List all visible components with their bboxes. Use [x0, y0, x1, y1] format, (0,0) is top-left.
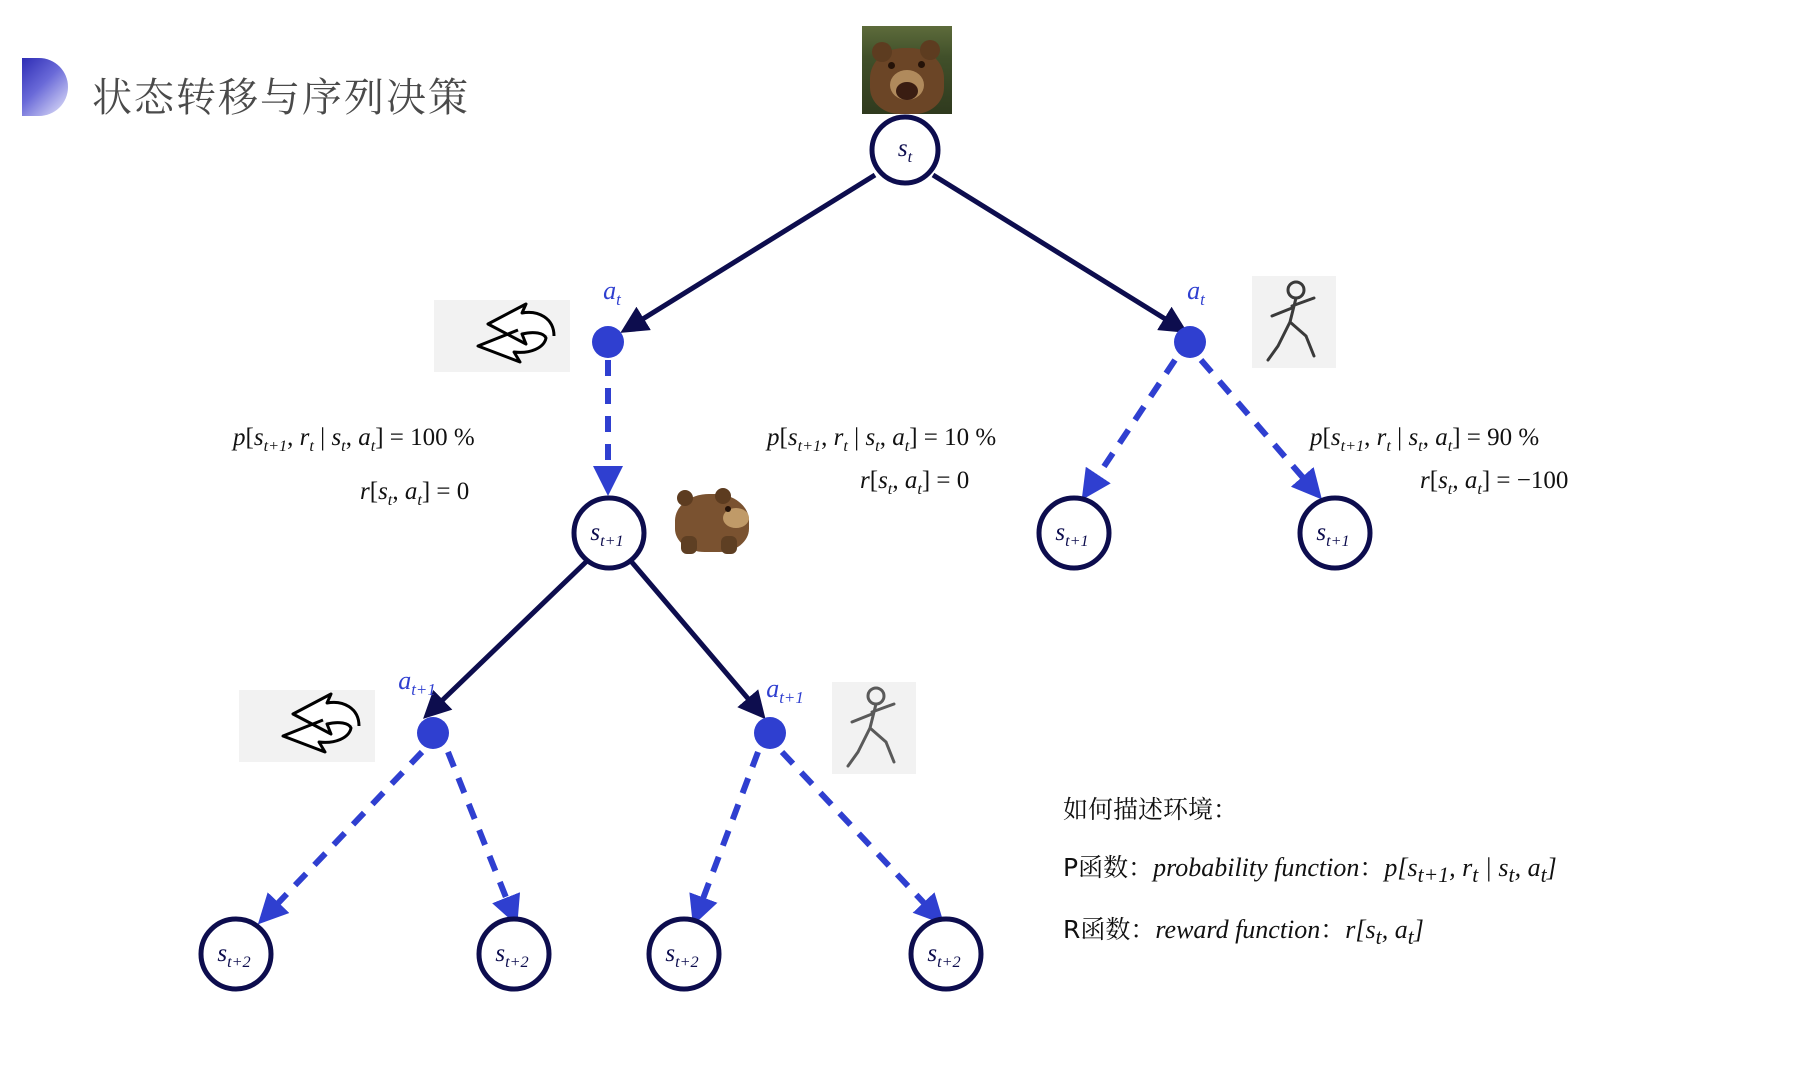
action-label-right-top: $a_t$ — [1187, 275, 1205, 310]
formula-right-probability: $p[s_{t+1}$, $r_t$ | $s_t$, $a_t] = 90$ % — [1310, 424, 1540, 455]
edge-action-l-to-state2-a — [262, 752, 422, 920]
legend-r-expression: $r[s_t$, $a_t$] — [1345, 915, 1424, 950]
value-mid-probability: 10 % — [944, 424, 997, 451]
state-label-t2-4: $s_{t+2}$ — [927, 940, 961, 971]
state-node-t2-4 — [911, 919, 981, 989]
state-node-t1-mid — [1039, 498, 1109, 568]
state-node-root — [872, 117, 938, 183]
legend-heading: 如何描述环境： — [1063, 795, 1239, 824]
formula-mid-reward: $r[s_t$, $a_t] = 0$ — [860, 467, 970, 498]
edge-state1-to-action-right — [630, 560, 762, 715]
legend-r-prefix: R函数： — [1063, 915, 1156, 945]
page-title: 状态转移与序列决策 — [92, 75, 470, 121]
value-left-probability: 100 % — [410, 424, 475, 451]
edge-action-l-to-state2-b — [448, 752, 515, 920]
value-right-reward: −100 — [1516, 467, 1569, 494]
formula-right-reward: $r[s_t$, $a_t] = -100$ — [1420, 467, 1569, 498]
legend-block — [1063, 790, 1763, 972]
value-right-probability: 90 % — [1487, 424, 1540, 451]
state-node-t2-3 — [649, 919, 719, 989]
formula-left-reward: $r[s_t$, $a_t] = 0$ — [360, 478, 470, 509]
edge-action-right-to-state-a — [1085, 360, 1175, 495]
legend-p-prefix: P函数： — [1063, 853, 1154, 882]
action-node-right-bottom — [754, 717, 786, 749]
value-mid-reward: 0 — [956, 467, 970, 494]
edge-root-to-action-left — [625, 175, 875, 330]
legend-r-separator: ： — [1320, 915, 1346, 945]
formula-mid-probability: $p[s_{t+1}$, $r_t$ | $s_t$, $a_t] = 10$ % — [767, 424, 997, 455]
state-label-t2-1: $s_{t+2}$ — [217, 940, 251, 971]
legend-p-function — [1063, 848, 1763, 888]
value-left-reward: 0 — [456, 478, 470, 505]
state-label-t2-3: $s_{t+2}$ — [665, 940, 699, 971]
legend-p-expression: $p[s_{t+1}$, $r_t$ | $s_t$, $a_t$] — [1384, 853, 1557, 888]
state-node-t2-2 — [479, 919, 549, 989]
action-node-left-bottom — [417, 717, 449, 749]
legend-r-name: reward function — [1155, 915, 1321, 945]
state-label-t1-mid: $s_{t+1}$ — [1055, 519, 1089, 550]
state-node-t1-left — [574, 498, 644, 568]
edge-action-right-to-state-b — [1201, 360, 1318, 495]
state-label-root: $s_t$ — [897, 135, 913, 166]
edge-action-r-to-state2-d — [782, 752, 940, 920]
action-label-left-bottom: $a_{t+1}$ — [398, 665, 436, 700]
state-label-t2-2: $s_{t+2}$ — [495, 940, 529, 971]
action-node-right-top — [1174, 326, 1206, 358]
edge-state1-to-action-left — [427, 560, 588, 715]
edge-root-to-action-right — [933, 175, 1183, 330]
state-node-t1-right — [1300, 498, 1370, 568]
legend-p-name: probability function — [1153, 853, 1360, 882]
legend-p-separator: ： — [1359, 853, 1385, 882]
action-label-right-bottom: $a_{t+1}$ — [766, 673, 804, 708]
legend-r-function — [1063, 910, 1763, 950]
state-label-t1-right: $s_{t+1}$ — [1316, 519, 1350, 550]
formula-left-probability: $p[s_{t+1}$, $r_t$ | $s_t$, $a_t] = 100$ % — [233, 424, 475, 455]
edge-action-r-to-state2-c — [695, 752, 758, 920]
state-node-t2-1 — [201, 919, 271, 989]
state-label-t1-left: $s_{t+1}$ — [590, 519, 624, 550]
action-node-left-top — [592, 326, 624, 358]
action-label-left-top: $a_t$ — [603, 275, 621, 310]
